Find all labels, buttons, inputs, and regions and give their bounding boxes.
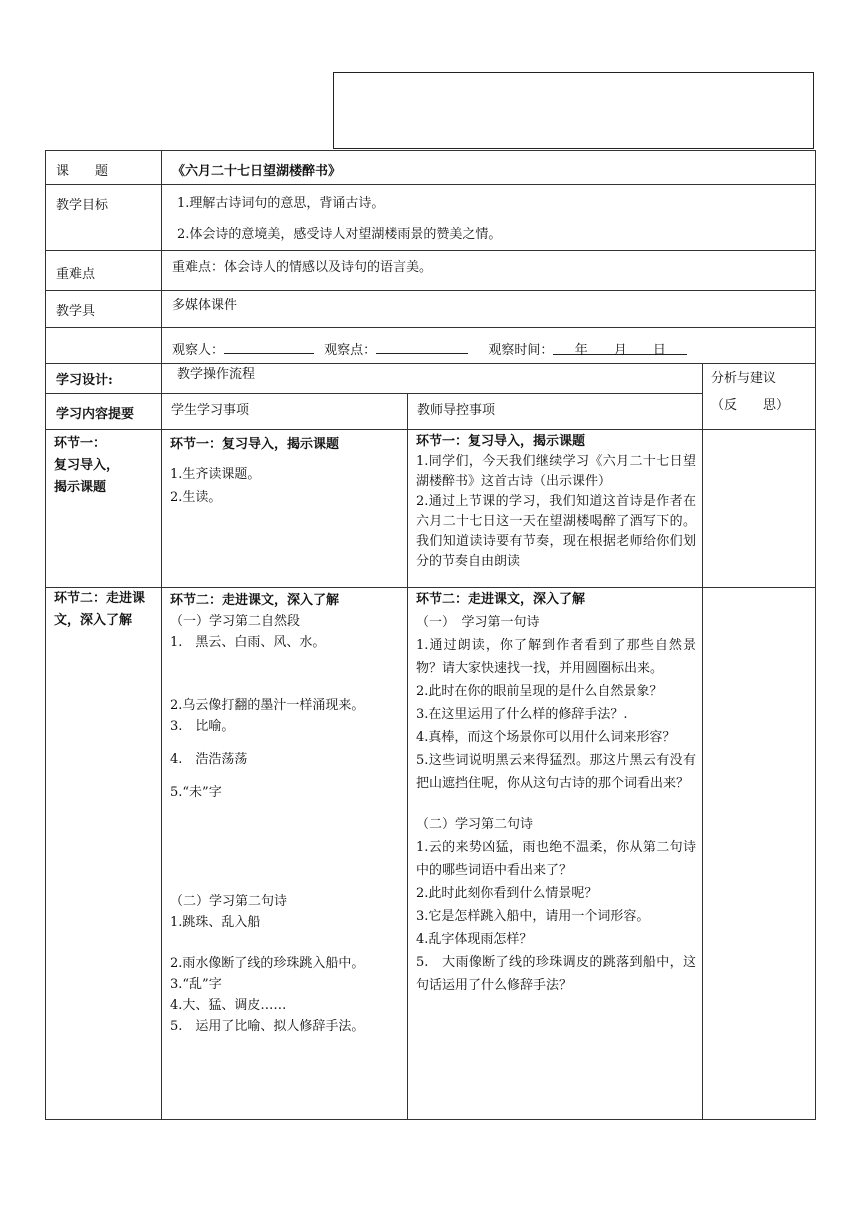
header-col3: 教师导控事项: [408, 394, 703, 430]
teacher-part1-title: （一） 学习第一句诗: [416, 615, 540, 630]
observe-cell: [162, 328, 816, 364]
list-item: 1.跳珠、乱入船: [170, 915, 261, 930]
list-item: 4.大、猛、调皮……: [170, 998, 287, 1013]
difficulty-cell: 重难点：体会诗人的情感以及诗句的语言美。: [162, 251, 816, 291]
section1-teacher: [408, 430, 703, 588]
student-part2-title: （二）学习第二句诗: [170, 894, 288, 909]
list-item: 4.乱字体现雨怎样？: [416, 932, 533, 947]
list-item: 2.此时此刻你看到什么情景呢？: [416, 886, 598, 901]
list-item: 1.云的来势凶猛，雨也绝不温柔，你从第二句诗中的哪些词语中看出来了？: [416, 840, 696, 878]
section1-teacher-title: 环节一：复习导入，揭示课题: [416, 434, 586, 449]
lesson-title: 《六月二十七日望湖楼醉书》: [172, 164, 342, 179]
list-item: 3.“乱”字: [170, 977, 222, 992]
goal-item: 1.理解古诗词句的意思，背诵古诗。: [177, 196, 385, 211]
observer-blank: [224, 339, 314, 354]
list-item: 5. 运用了比喻、拟人修辞手法。: [170, 1019, 365, 1034]
difficulty-row: [46, 251, 816, 291]
process-cell: 教学操作流程: [162, 364, 703, 394]
list-item: 1.生齐读课题。: [170, 467, 261, 482]
observe-row: [46, 328, 816, 364]
list-item: 2.通过上节课的学习，我们知道这首诗是作者在六月二十七日这一天在望湖楼喝醉了酒写下的。我们知道读诗要有节奏，现在根据老师给你们划分的节奏自由朗读: [416, 494, 696, 569]
section1-student-title: 环节一：复习导入，揭示课题: [170, 437, 340, 452]
design-label: 学习设计:: [46, 364, 162, 394]
title-cell: [162, 151, 816, 185]
tools-cell: 多媒体课件: [162, 291, 816, 328]
list-item: 1. 黑云、白雨、风、水。: [170, 635, 326, 650]
list-item: 2.此时在你的眼前呈现的是什么自然景象？: [416, 684, 663, 699]
list-item: 3.它是怎样跳入船中，请用一个词形容。: [416, 909, 650, 924]
point-label: 观察点：: [324, 343, 377, 358]
list-item: 2.生读。: [170, 490, 222, 505]
header-col1: 学习内容提要: [46, 394, 162, 430]
title-label: 课 题: [46, 151, 162, 185]
header-col2: 学生学习事项: [162, 394, 408, 430]
time-label: 观察时间：: [488, 343, 554, 358]
list-item: 3. 比喻。: [170, 719, 235, 734]
goals-row: [46, 185, 816, 251]
goals-label: 教学目标: [46, 185, 162, 251]
section1-label: 环节一： 复习导入， 揭示课题: [46, 430, 162, 588]
section2-teacher-title: 环节二：走进课文，深入了解: [416, 592, 586, 607]
list-item: 5.这些词说明黑云来得猛烈。那这片黑云有没有把山遮挡住呢，你从这句古诗的那个词看出来？: [416, 753, 696, 791]
lesson-plan-table: [45, 150, 816, 1120]
list-item: 4. 浩浩荡荡: [170, 752, 248, 767]
list-item: 2.乌云像打翻的墨汁一样涌现来。: [170, 698, 365, 713]
section2-label: 环节二：走进课 文，深入了解: [46, 588, 162, 1120]
observer-label: 观察人：: [172, 343, 225, 358]
tools-label: 教学具: [46, 291, 162, 328]
list-item: 3.在这里运用了什么样的修辞手法？.: [416, 707, 628, 722]
point-blank: [376, 339, 468, 354]
section2-row: [46, 588, 816, 1120]
section2-teacher: [408, 588, 703, 1120]
section1-row: [46, 430, 816, 588]
list-item: 4.真棒，而这个场景你可以用什么词来形容？: [416, 730, 676, 745]
teacher-part2-title: （二）学习第二句诗: [416, 817, 534, 832]
list-item: 2.雨水像断了线的珍珠跳入船中。: [170, 956, 365, 971]
section1-student: [162, 430, 408, 588]
goal-item: 2.体会诗的意境美，感受诗人对望湖楼雨景的赞美之情。: [177, 227, 502, 242]
analysis-header: 分析与建议 （反 思）: [703, 364, 816, 430]
student-part1-title: （一）学习第二自然段: [170, 614, 301, 629]
goals-cell: [162, 185, 816, 251]
section2-student-title: 环节二：走进课文，深入了解: [170, 593, 340, 608]
time-blank: 年 月 日: [553, 340, 687, 355]
design-row: [46, 364, 816, 394]
column-header-row: [46, 394, 816, 430]
list-item: 5.“未”字: [170, 785, 222, 800]
difficulty-label: 重难点: [46, 251, 162, 291]
title-row: [46, 151, 816, 185]
list-item: 5. 大雨像断了线的珍珠调皮的跳落到船中，这句话运用了什么修辞手法？: [416, 955, 696, 993]
header-box: [333, 72, 814, 149]
list-item: 1.同学们，今天我们继续学习《六月二十七日望湖楼醉书》这首古诗（出示课件）: [416, 454, 696, 489]
section2-student: [162, 588, 408, 1120]
tools-row: [46, 291, 816, 328]
list-item: 1.通过朗读，你了解到作者看到了那些自然景物？请大家快速找一找，并用圆圈标出来。: [416, 638, 696, 676]
